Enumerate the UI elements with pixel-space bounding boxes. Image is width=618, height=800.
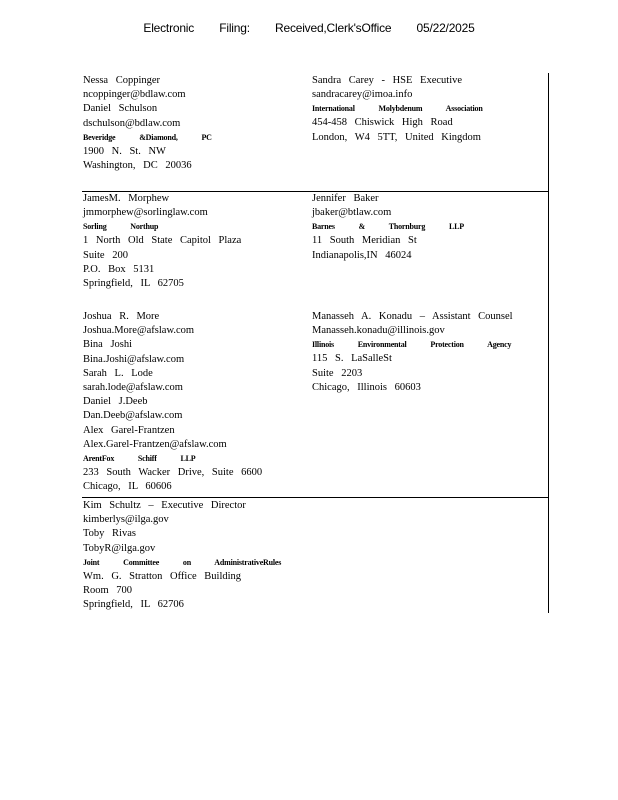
contact-email: jmmorphew@sorlinglaw.com bbox=[83, 207, 208, 219]
organization: Joint Committee on AdministrativeRules bbox=[83, 557, 282, 567]
service-entry-left bbox=[83, 499, 281, 612]
contact-email: ncoppinger@bdlaw.com bbox=[83, 89, 186, 101]
address-line: 11 South Meridian St bbox=[312, 235, 417, 247]
address-line: Springfield, IL 62705 bbox=[83, 278, 184, 290]
organization: Illinois Environmental Protection Agency bbox=[312, 340, 512, 350]
address-line: Chicago, IL 60606 bbox=[83, 481, 172, 493]
table-right-border bbox=[548, 73, 549, 613]
address-line: P.O. Box 5131 bbox=[83, 263, 155, 275]
address-line: Washington, DC 20036 bbox=[83, 160, 192, 172]
contact-email: sandracarey@imoa.info bbox=[312, 89, 413, 101]
service-entry-left bbox=[83, 74, 212, 173]
organization: Barnes & Thornburg LLP bbox=[312, 222, 464, 232]
address-line: Suite 2203 bbox=[312, 367, 363, 379]
contact-name: Sandra Carey - HSE Executive bbox=[312, 75, 463, 86]
contact-name: Kim Schultz – Executive Director bbox=[83, 500, 246, 511]
service-entry-right bbox=[312, 310, 513, 395]
contact-name: Toby Rivas bbox=[83, 528, 136, 540]
organization: Sorling Northup bbox=[83, 222, 159, 232]
contact-name: Daniel J.Deeb bbox=[83, 396, 148, 408]
contact-name: Nessa Coppinger bbox=[83, 75, 161, 86]
contact-name: JamesM. Morphew bbox=[83, 193, 170, 204]
contact-name: Bina Joshi bbox=[83, 339, 133, 351]
address-line: 233 South Wacker Drive, Suite 6600 bbox=[83, 467, 263, 479]
address-line: Suite 200 bbox=[83, 249, 128, 261]
contact-name: Sarah L. Lode bbox=[83, 367, 153, 379]
row-divider bbox=[82, 497, 549, 498]
address-line: 1 North Old State Capitol Plaza bbox=[83, 235, 242, 247]
contact-email: jbaker@btlaw.com bbox=[312, 207, 392, 219]
header-electronic: Electronic bbox=[143, 21, 195, 35]
service-entry-left bbox=[83, 310, 262, 494]
address-line: Chicago, Illinois 60603 bbox=[312, 381, 421, 393]
address-line: Room 700 bbox=[83, 585, 133, 597]
contact-name: Alex Garel-Frantzen bbox=[83, 424, 175, 436]
organization: International Molybdenum Association bbox=[312, 104, 483, 114]
contact-name: Daniel Schulson bbox=[83, 103, 158, 115]
contact-email: Bina.Joshi@afslaw.com bbox=[83, 353, 185, 365]
header-date: 05/22/2025 bbox=[416, 21, 475, 35]
contact-email: dschulson@bdlaw.com bbox=[83, 117, 181, 129]
address-line: 1900 N. St. NW bbox=[83, 145, 166, 157]
address-line: Indianapolis,IN 46024 bbox=[312, 249, 412, 261]
header-received: Received,Clerk'sOffice bbox=[275, 21, 392, 35]
contact-email: TobyR@ilga.gov bbox=[83, 542, 156, 554]
service-entry-right bbox=[312, 74, 483, 145]
contact-name: Manasseh A. Konadu – Assistant Counsel bbox=[312, 311, 513, 322]
contact-name: Joshua R. More bbox=[83, 311, 160, 322]
service-entry-right bbox=[312, 192, 464, 263]
contact-email: Alex.Garel-Frantzen@afslaw.com bbox=[83, 438, 227, 450]
filing-header bbox=[0, 21, 618, 35]
header-filing: Filing: bbox=[219, 21, 250, 35]
contact-name: Jennifer Baker bbox=[312, 193, 379, 204]
address-line: 454-458 Chiswick High Road bbox=[312, 117, 453, 129]
contact-email: Dan.Deeb@afslaw.com bbox=[83, 410, 183, 422]
organization: Beveridge &Diamond, PC bbox=[83, 132, 212, 142]
address-line: Wm. G. Stratton Office Building bbox=[83, 570, 242, 582]
organization: ArentFox Schiff LLP bbox=[83, 454, 196, 464]
contact-email: sarah.lode@afslaw.com bbox=[83, 382, 183, 394]
service-entry-left bbox=[83, 192, 241, 291]
contact-email: kimberlys@ilga.gov bbox=[83, 514, 169, 526]
address-line: Springfield, IL 62706 bbox=[83, 599, 184, 611]
contact-email: Manasseh.konadu@illinois.gov bbox=[312, 325, 445, 337]
address-line: London, W4 5TT, United Kingdom bbox=[312, 131, 481, 143]
contact-email: Joshua.More@afslaw.com bbox=[83, 325, 195, 337]
address-line: 115 S. LaSalleSt bbox=[312, 353, 392, 365]
